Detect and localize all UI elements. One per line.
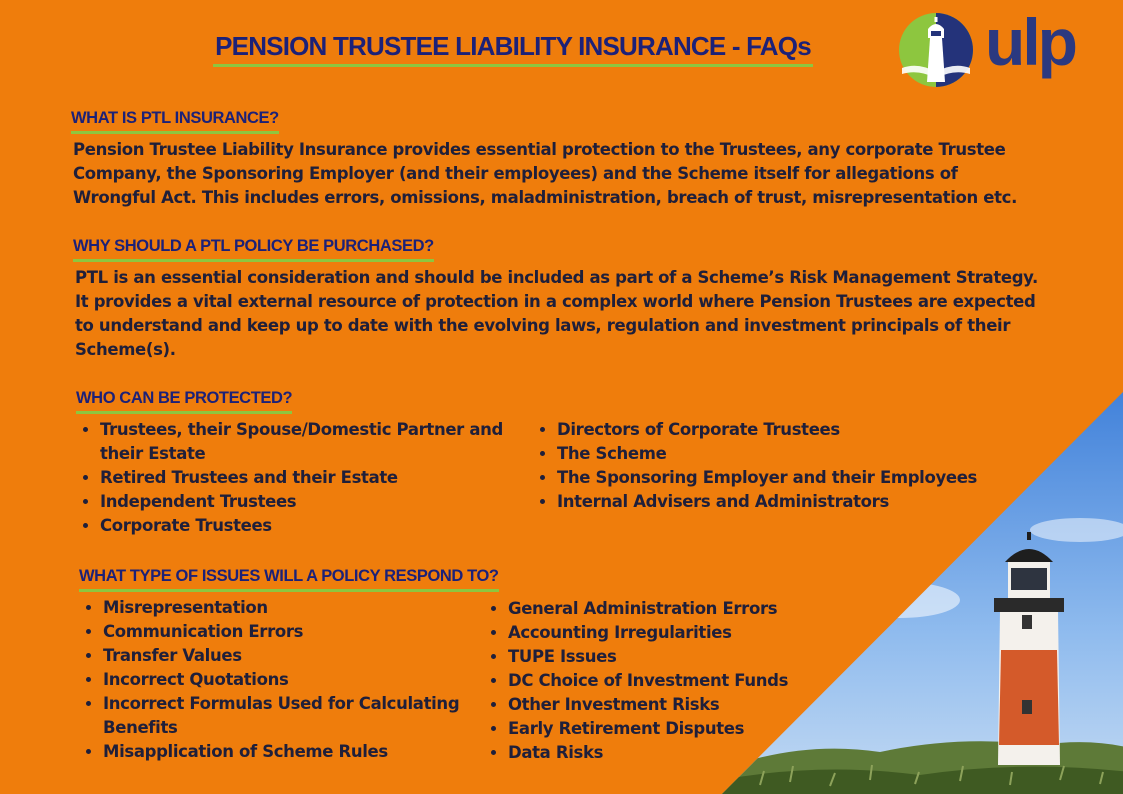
what-is-body: Pension Trustee Liability Insurance provides essential protection to the Trustees, any corporate Trustee Company, the Sponsoring Employer (and their employees) and the Scheme itself for allegations of Wrongful Act. This includes errors, omissions, maladministration, breach of trust, misrepresentation etc. [73,140,1018,207]
who-list-left [75,418,520,538]
page-title: PENSION TRUSTEE LIABILITY INSURANCE - FAQs [213,30,813,67]
list-item: • TUPE Issues [508,645,848,669]
list-item: • The Scheme [557,442,1017,466]
list-item: • Retired Trustees and their Estate [100,466,520,490]
list-item: • Corporate Trustees [100,514,520,538]
list-item: • Incorrect Quotations [103,668,488,692]
heading-why: WHY SHOULD A PTL POLICY BE PURCHASED? [73,235,434,262]
heading-what-is: WHAT IS PTL INSURANCE? [71,107,279,134]
issues-list-right [483,597,848,765]
logo-text: ulp [985,5,1075,79]
heading-who: WHO CAN BE PROTECTED? [76,387,292,414]
list-item: • Accounting Irregularities [508,621,848,645]
issues-list-left [78,596,488,764]
ulp-logo [898,5,1078,88]
heading-issues: WHAT TYPE OF ISSUES WILL A POLICY RESPOND TO? [79,565,499,592]
list-item: • Internal Advisers and Administrators [557,490,1017,514]
list-item: • Communication Errors [103,620,488,644]
list-item: • Directors of Corporate Trustees [557,418,1017,442]
list-item: • Incorrect Formulas Used for Calculating Benefits [103,692,488,740]
list-item: • General Administration Errors [508,597,848,621]
list-item: • Independent Trustees [100,490,520,514]
why-body: PTL is an essential consideration and should be included as part of a Scheme’s Risk Management Strategy. It provides a vital external resource of protection in a complex world where Pension Trustees are expected to understand and keep up to date with the evolving laws, regulation and investment principals of their Scheme(s). [75,268,1038,359]
list-item: • The Sponsoring Employer and their Employees [557,466,1017,490]
list-item: • Other Investment Risks [508,693,848,717]
lighthouse-icon [898,12,974,88]
list-item: • DC Choice of Investment Funds [508,669,848,693]
list-item: • Trustees, their Spouse/Domestic Partner and their Estate [100,418,520,466]
list-item: • Data Risks [508,741,848,765]
list-item: • Early Retirement Disputes [508,717,848,741]
list-item: • Misrepresentation [103,596,488,620]
list-item: • Misapplication of Scheme Rules [103,740,488,764]
who-list-right [532,418,1017,514]
list-item: • Transfer Values [103,644,488,668]
